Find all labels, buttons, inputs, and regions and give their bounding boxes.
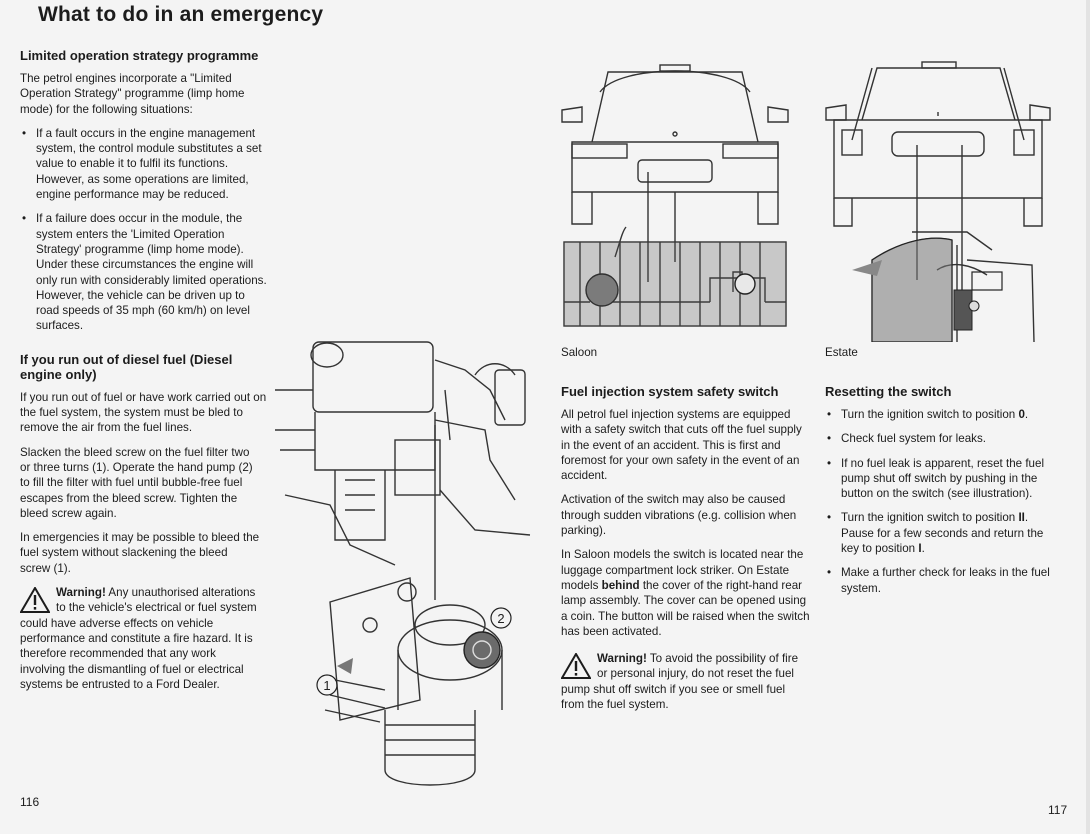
reset-steps-list xyxy=(825,407,1060,596)
estate-rear-illustration xyxy=(822,50,1054,342)
warning-triangle-icon xyxy=(20,587,50,613)
right-column xyxy=(825,384,1060,605)
page-title: What to do in an emergency xyxy=(38,3,324,26)
text-run: In Saloon models the switch is located near the luggage compartment lock striker. On Estate models xyxy=(561,548,804,592)
list-item: • If a fault occurs in the engine management system, the control module substitutes a set value to enable it to fulfil its functions. However, as some operations are limited, engine performance may be reduced. xyxy=(20,126,270,202)
emphasis: behind xyxy=(601,578,640,592)
list-item: • If no fuel leak is apparent, reset the fuel pump shut off switch by pushing in the button on the switch (see illustration). xyxy=(825,456,1060,502)
figure-caption-estate: Estate xyxy=(825,346,858,359)
warning-block xyxy=(561,651,811,712)
warning-triangle-icon xyxy=(561,653,591,679)
warning-title: Warning! xyxy=(56,586,106,600)
engine-fuel-filter-illustration xyxy=(275,330,550,795)
warning-title: Warning! xyxy=(597,652,647,666)
saloon-rear-illustration xyxy=(560,52,790,334)
emphasis: 0 xyxy=(1018,408,1025,421)
section-heading-limited-operation: Limited operation strategy programme xyxy=(20,48,259,63)
middle-column xyxy=(561,384,811,712)
figure-caption-saloon: Saloon xyxy=(561,346,598,359)
text-run: Turn the ignition switch to position xyxy=(841,408,1019,421)
left-column xyxy=(20,48,270,692)
list-item: • If a failure does occur in the module, the system enters the 'Limited Operation Strategy' programme (limp home mode). Under these circumstances the engine will only run with considerably limited operations. However, the vehicle can be driven up to road speeds of 35 mph (60 km/h) on level surfaces. xyxy=(20,211,270,333)
section-heading-diesel: If you run out of diesel fuel (Diesel engine only) xyxy=(20,351,233,382)
emphasis: I xyxy=(918,542,922,556)
page-number-left: 116 xyxy=(20,795,40,809)
situation-list xyxy=(20,126,270,334)
paragraph: Slacken the bleed screw on the fuel filter two or three turns (1). Operate the hand pump (2) to fill the filter with fuel until bubble-free fuel escapes from the bleed screw. Tighten the bleed screw again. xyxy=(20,445,253,520)
page-edge xyxy=(1086,0,1090,834)
warning-block xyxy=(20,585,260,692)
list-item: • Check fuel system for leaks. xyxy=(825,431,1060,446)
paragraph-switch-location xyxy=(561,547,811,639)
section-heading-safety-switch: Fuel injection system safety switch xyxy=(561,384,779,399)
paragraph: If you run out of fuel or have work carried out on the fuel system, the system must be bled to remove the air from the fuel lines. xyxy=(20,390,267,435)
text-run: Turn the ignition switch to position xyxy=(841,511,1019,525)
paragraph: All petrol fuel injection systems are equipped with a safety switch that cuts off the fuel supply in the event of an accident. This is first and foremost for your own safety in the event of an accident. xyxy=(561,408,802,483)
intro-paragraph: The petrol engines incorporate a "Limited Operation Strategy" programme (limp home mode) for the following situations: xyxy=(20,72,245,116)
paragraph: Activation of the switch may also be caused through sudden vibrations (e.g. collision when parking). xyxy=(561,493,797,538)
paragraph: In emergencies it may be possible to bleed the fuel system without slackening the bleed screw (1). xyxy=(20,531,260,575)
section-heading-resetting: Resetting the switch xyxy=(825,384,952,399)
list-item: • Turn the ignition switch to position 0. xyxy=(825,407,1060,422)
emphasis: II xyxy=(1018,511,1025,525)
list-item: • Turn the ignition switch to position II. Pause for a few seconds and return the key to position I. xyxy=(825,510,1060,556)
warning-text: To avoid the possibility of fire or personal injury, do not reset the fuel pump shut off switch if you see or smell fuel from the fuel system. xyxy=(561,652,799,712)
text-run: . Pause for a few seconds and return the key to position xyxy=(841,511,1044,556)
callout-2-label: 2 xyxy=(497,611,505,626)
page-number-right: 117 xyxy=(1048,803,1068,817)
text-run: the cover of the right-hand rear lamp assembly. The cover can be opened using a coin. The button will be raised when the switch has been activated. xyxy=(561,578,810,638)
warning-text: Any unauthorised alterations to the vehicle's electrical or fuel system could have adverse effects on vehicle performance and constitute a fire hazard. It is therefore recommended that any work involving the dismantling of fuel or electrical systems be entrusted to a Ford Dealer. xyxy=(20,586,257,691)
list-item: • Make a further check for leaks in the fuel system. xyxy=(825,565,1060,596)
callout-1-label: 1 xyxy=(323,678,331,693)
